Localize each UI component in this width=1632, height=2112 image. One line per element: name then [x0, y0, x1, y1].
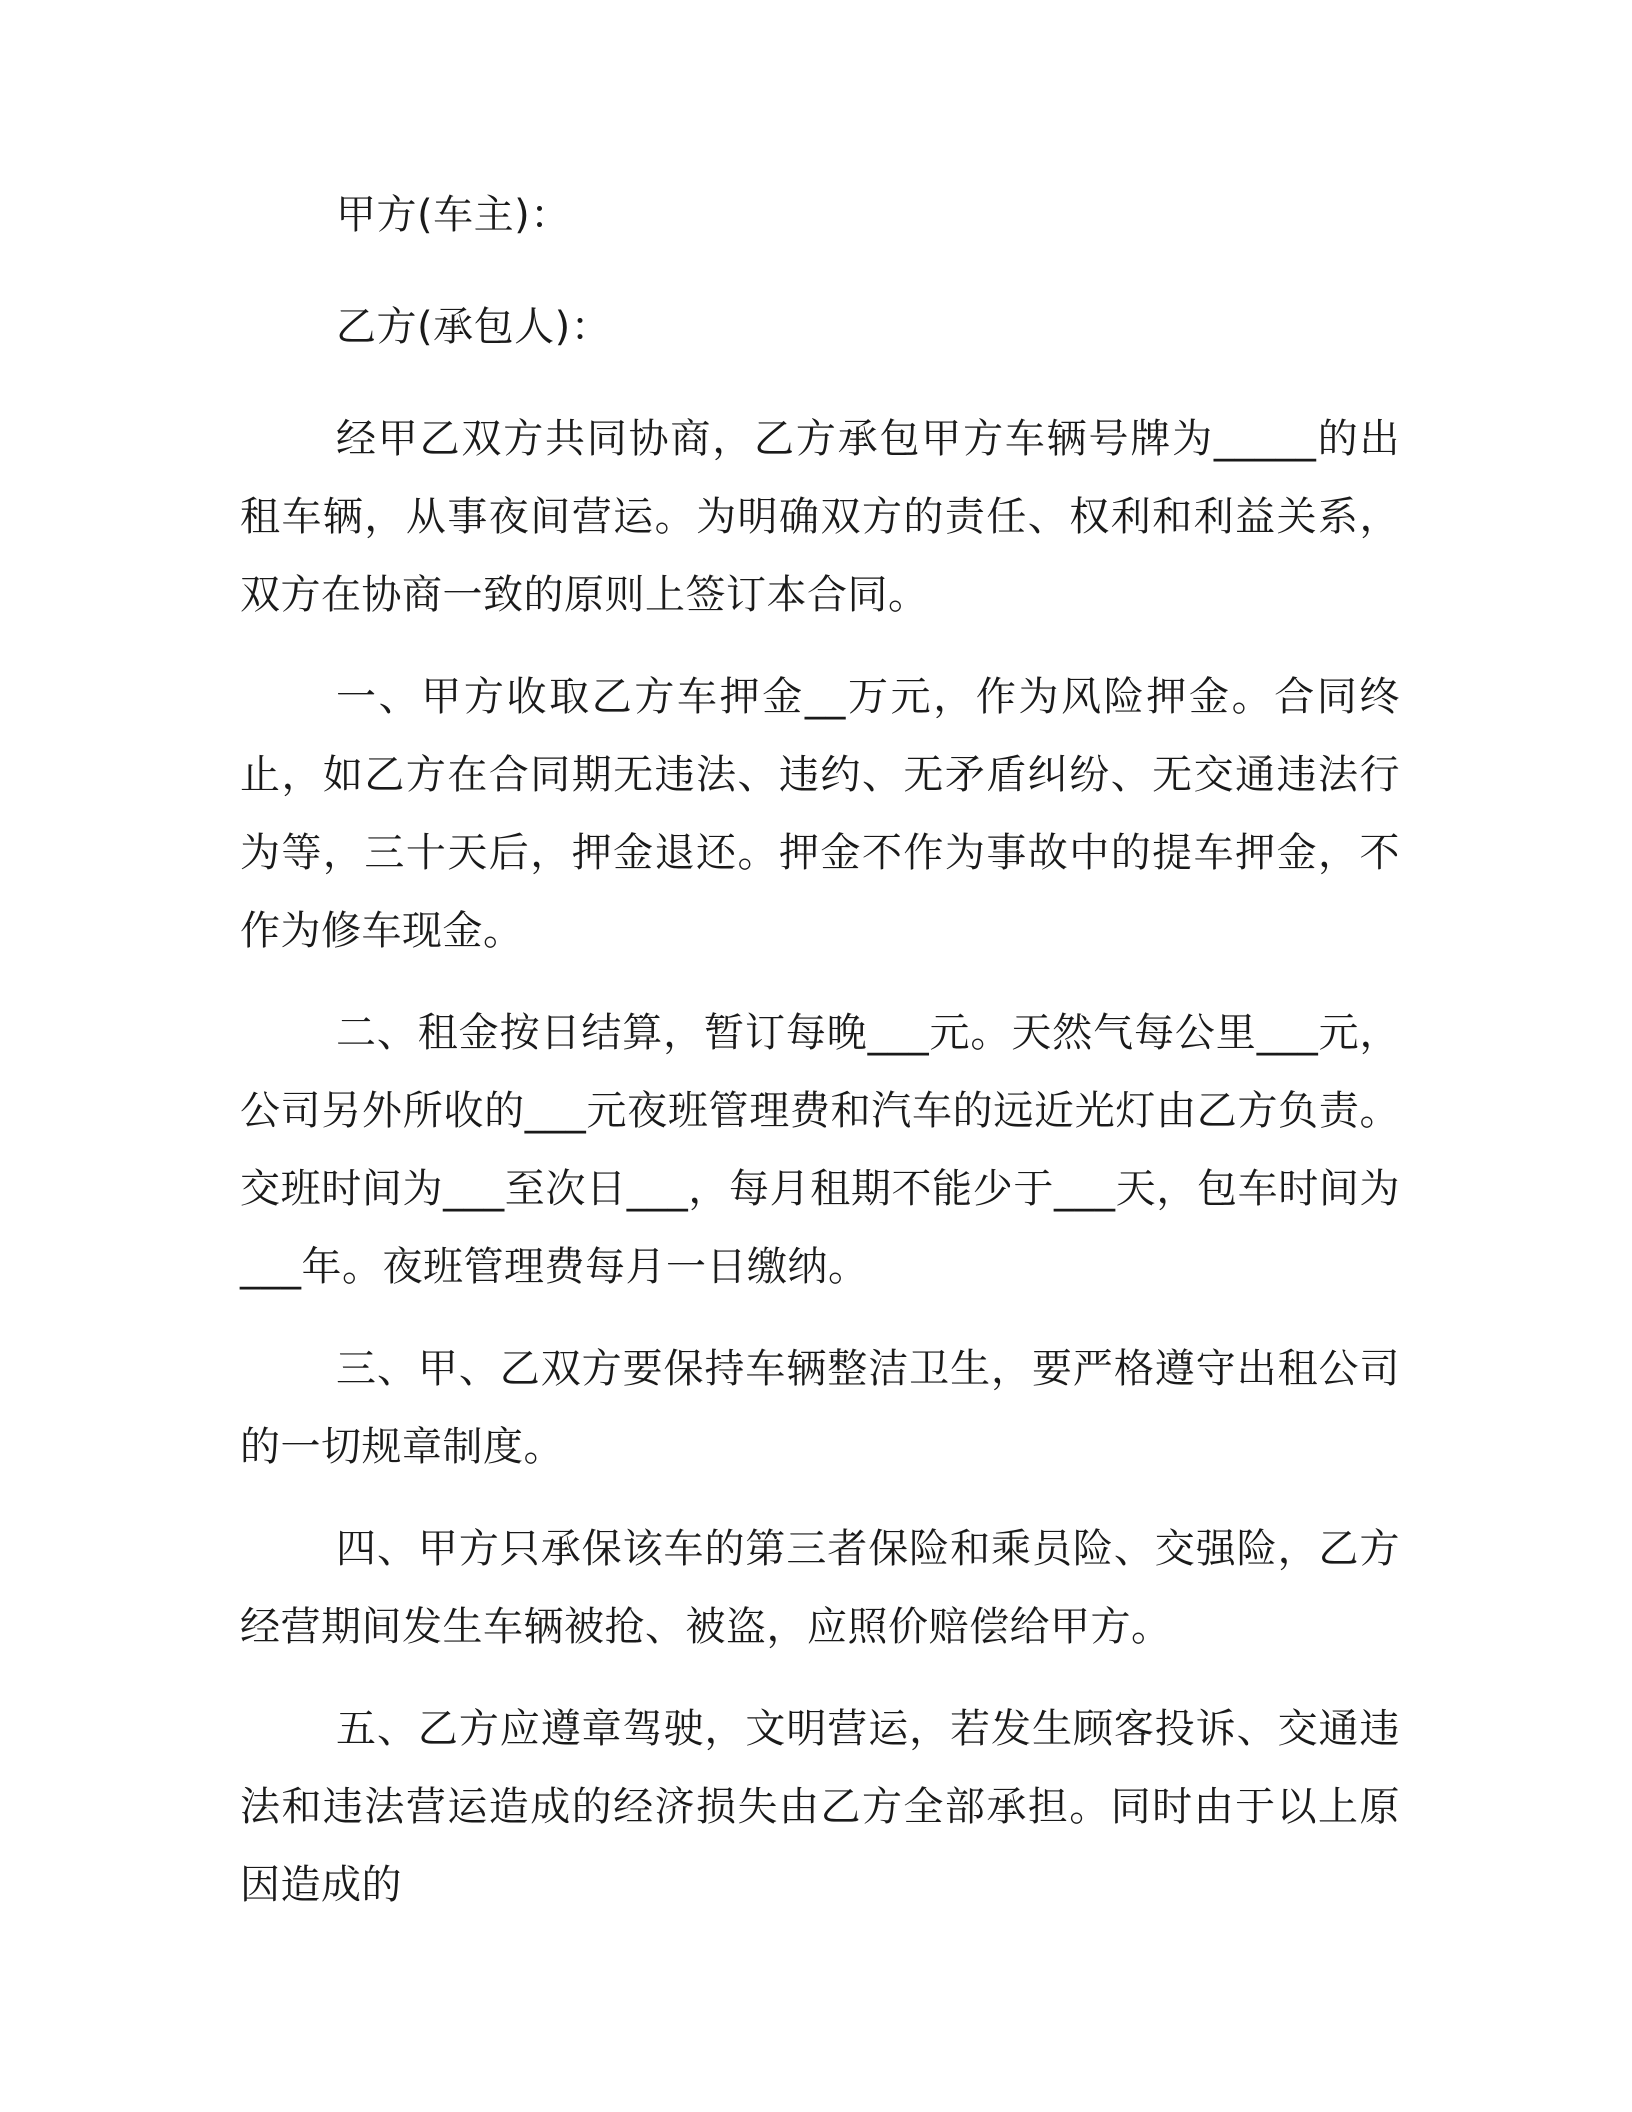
party-a-line: 甲方(车主)： — [336, 192, 571, 238]
clause-4: 四、甲方只承保该车的第三者保险和乘员险、交强险，乙方经营期间发生车辆被抢、被盗，应照价赔偿给甲方。 — [240, 1526, 1400, 1650]
contract-body — [240, 176, 1400, 1948]
clause-1: 一、甲方收取乙方车押金__万元，作为风险押金。合同终止，如乙方在合同期无违法、违约、无矛盾纠纷、无交通违法行为等，三十天后，押金退还。押金不作为事故中的提车押金，不作为修车现金。 — [240, 674, 1400, 954]
clause-3: 三、甲、乙双方要保持车辆整洁卫生，要严格遵守出租公司的一切规章制度。 — [240, 1346, 1400, 1470]
clause-5: 五、乙方应遵章驾驶，文明营运，若发生顾客投诉、交通违法和违法营运造成的经济损失由乙方全部承担。同时由于以上原因造成的 — [240, 1706, 1400, 1908]
party-b-line: 乙方(承包人)： — [336, 304, 612, 350]
intro-paragraph: 经甲乙双方共同协商，乙方承包甲方车辆号牌为_____的出租车辆，从事夜间营运。为明确双方的责任、权利和利益关系，双方在协商一致的原则上签订本合同。 — [240, 416, 1400, 618]
clause-2: 二、租金按日结算，暂订每晚___元。天然气每公里___元，公司另外所收的___元夜班管理费和汽车的远近光灯由乙方负责。交班时间为___至次日___，每月租期不能少于___天，包车时间为___年。夜班管理费每月一日缴纳。 — [240, 1010, 1400, 1290]
